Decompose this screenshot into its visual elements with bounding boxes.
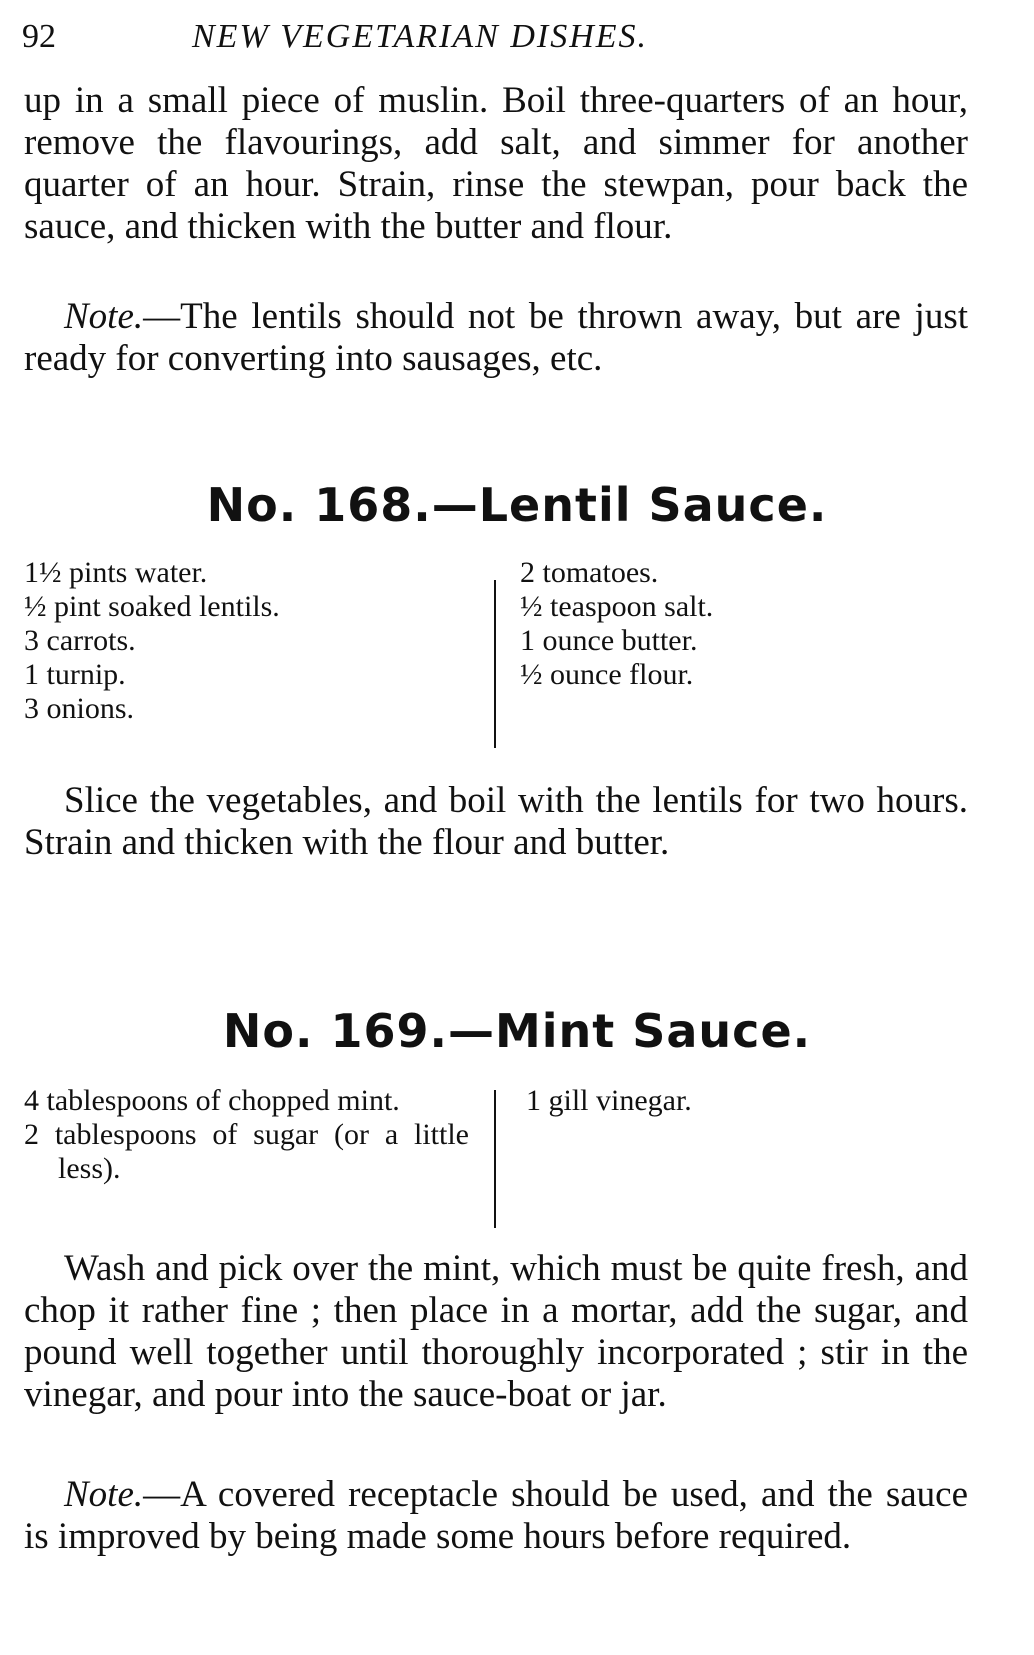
recipe-169-note: [24, 1474, 968, 1558]
ingredient-item: 1 ounce butter.: [520, 624, 698, 657]
recipe-169-title: No. 169.—Mint Sauce.: [222, 1004, 812, 1058]
ingredient-item: 1½ pints water.: [24, 556, 208, 589]
ingredient-item: ½ ounce flour.: [520, 658, 694, 691]
note-lead: Note.: [64, 296, 144, 337]
ingredient-item: 2 tomatoes.: [520, 556, 659, 589]
recipe-169-ingredients-right: [526, 1084, 966, 1118]
recipe-168-title: No. 168.—Lentil Sauce.: [206, 478, 828, 532]
ingredient-item: 4 tablespoons of chopped mint.: [24, 1084, 400, 1117]
recipe-168-ingredients-right: [520, 556, 960, 692]
ingredient-item: 3 onions.: [24, 692, 135, 725]
note-text: —The lentils should not be thrown away, but are just ready for converting into sausages, etc.: [24, 296, 968, 379]
recipe-169-ingredients-left: [24, 1084, 469, 1186]
recipe-168-ingredients-left: [24, 556, 464, 726]
note-lead: Note.: [64, 1474, 144, 1515]
ingredient-item: ½ pint soaked lentils.: [24, 590, 280, 623]
page-number: 92: [22, 18, 56, 55]
intro-note: [24, 296, 968, 380]
running-title: NEW VEGETARIAN DISHES.: [192, 18, 649, 55]
running-head: [22, 18, 802, 62]
ingredient-item: 3 carrots.: [24, 624, 136, 657]
intro-paragraph: up in a small piece of muslin. Boil three-quarters of an hour, remove the flavourings, add salt, and simmer for another quarter of an hour. Strain, rinse the stewpan, pour back the sauce, and thicken with the butter and flour.: [24, 80, 968, 247]
ingredient-item: 2 tablespoons of sugar (or a little less).: [24, 1118, 469, 1185]
ingredient-item: ½ teaspoon salt.: [520, 590, 714, 623]
note-text: —A covered receptacle should be used, and the sauce is improved by being made some hours before required.: [24, 1474, 968, 1557]
recipe-168-method: Slice the vegetables, and boil with the lentils for two hours. Strain and thicken with the flour and butter.: [24, 780, 968, 863]
ingredients-divider: [494, 1090, 496, 1228]
recipe-169-method: Wash and pick over the mint, which must be quite fresh, and chop it rather fine ; then place in a mortar, add the sugar, and pound well together until thoroughly incorporated ; stir in the vinegar, and pour into the sauce-boat or jar.: [24, 1248, 968, 1415]
ingredient-item: 1 gill vinegar.: [526, 1084, 692, 1117]
ingredient-item: 1 turnip.: [24, 658, 126, 691]
ingredients-divider: [494, 580, 496, 748]
